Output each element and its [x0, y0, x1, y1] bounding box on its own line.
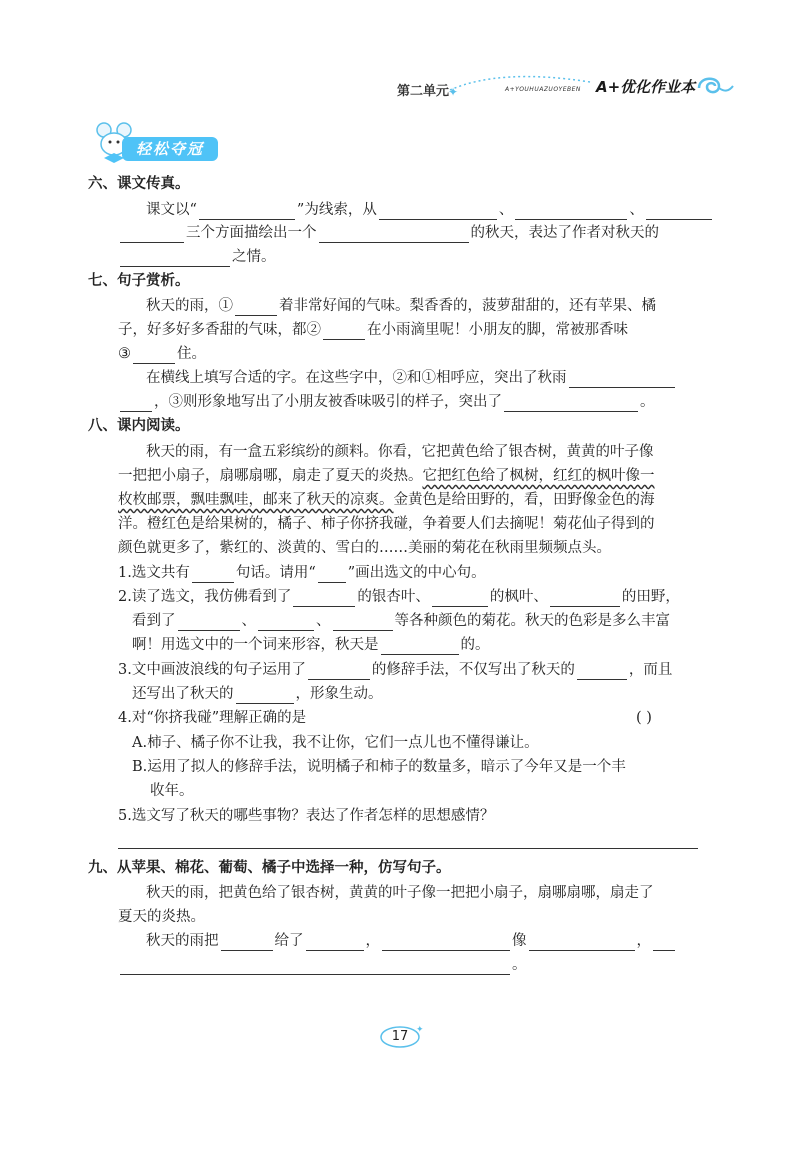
- page-header: [0, 70, 800, 110]
- q7-title: 七、句子赏析。: [88, 273, 190, 289]
- q7-para4: 在横线上填写合适的字。在这些字中，②和①相呼应，突出了秋雨: [146, 368, 677, 388]
- q8-answer-line[interactable]: [118, 848, 698, 849]
- q6-line3: 之情。: [118, 247, 276, 267]
- q8-passage-line4: 洋。橙红色是给果树的，橘子、柿子你挤我碰，争着要人们去摘呢！菊花仙子得到的: [118, 516, 655, 532]
- brand-title: A+优化作业本: [596, 78, 696, 96]
- q8-blank-field[interactable]: [550, 590, 620, 607]
- q6-blank-feeling[interactable]: [120, 250, 230, 267]
- q7-blank-highlight1[interactable]: [569, 371, 675, 388]
- q9-blank-fruit[interactable]: [306, 934, 364, 951]
- unit-label: 第二单元: [397, 84, 450, 99]
- q8-sub5: 5.选文写了秋天的哪些事物？表达了作者怎样的思想感情？: [118, 808, 495, 824]
- q7-para3: ③ 住。: [118, 346, 206, 362]
- q9-fill-line1: 秋天的雨把 给了 ， 像 ，: [146, 931, 677, 951]
- q7-para2: 子，好多好多香甜的气味，都② 在小雨滴里呢！小朋友的脚，常被那香味: [118, 322, 628, 338]
- wavy-sentence: 它把红色给了枫树，红红的枫叶像一: [422, 468, 655, 484]
- wavy-sentence-cont: 枚枚邮票，飘哇飘哇，邮来了秋天的凉爽。: [118, 492, 394, 508]
- brand-pinyin: A+YOUHUAZUOYEBEN: [505, 86, 581, 93]
- q7-blank-1[interactable]: [235, 299, 277, 316]
- q8-sub2-line1: 2.读了选文，我仿佛看到了 的银杏叶、 的枫叶、 的田野，: [118, 589, 680, 605]
- q7-blank-3[interactable]: [133, 347, 175, 364]
- q8-blank-chrys3[interactable]: [333, 614, 393, 631]
- q6-blank-aspect3-cont[interactable]: [120, 226, 184, 243]
- svg-text:✦: ✦: [416, 1025, 424, 1035]
- q8-passage-line5: 颜色就更多了，紫红的、淡黄的、雪白的……美丽的菊花在秋雨里频频点头。: [118, 540, 611, 556]
- q7-para1: 秋天的雨，① 着非常好闻的气味。梨香香的，菠萝甜甜的，还有苹果、橘: [146, 298, 656, 314]
- q8-line-sample: [318, 566, 346, 583]
- q7-para5: ，③则形象地写出了小朋友被香味吸引的样子，突出了 。: [118, 392, 655, 412]
- q8-blank-ginkgo[interactable]: [293, 590, 355, 607]
- q6-blank-clue[interactable]: [199, 203, 295, 220]
- q8-blank-count[interactable]: [192, 566, 234, 583]
- q9-example-line2: 夏天的炎热。: [118, 909, 205, 925]
- q8-blank-maple[interactable]: [432, 590, 488, 607]
- dotted-arc-decoration: [440, 70, 600, 100]
- q8-blank-rhetoric[interactable]: [308, 663, 370, 680]
- q6-line2: 三个方面描绘出一个 的秋天，表达了作者对秋天的: [118, 223, 659, 243]
- q6-blank-aspect3[interactable]: [646, 203, 712, 220]
- q7-blank-highlight1-cont[interactable]: [120, 395, 152, 412]
- q8-blank-chrys1[interactable]: [178, 614, 240, 631]
- q7-blank-highlight2[interactable]: [504, 395, 638, 412]
- q8-title: 八、课内阅读。: [88, 418, 190, 434]
- q8-passage-line3: 枚枚邮票，飘哇飘哇，邮来了秋天的凉爽。金黄色是给田野的，看，田野像金色的海: [118, 492, 655, 508]
- q9-blank-tail[interactable]: [653, 934, 675, 951]
- q8-option-b[interactable]: B.运用了拟人的修辞手法，说明橘子和柿子的数量多，暗示了今年又是一个丰: [132, 759, 626, 775]
- q9-blank-long[interactable]: [120, 958, 510, 975]
- q6-blank-autumn[interactable]: [319, 226, 469, 243]
- q9-blank-simile[interactable]: [529, 934, 635, 951]
- q8-sub3-line2: 还写出了秋天的 ，形象生动。: [132, 686, 383, 702]
- q6-title: 六、课文传真。: [88, 176, 190, 192]
- q8-blank-autumn1[interactable]: [577, 663, 627, 680]
- q9-fill-line2: 。: [118, 955, 527, 975]
- q8-sub2-line2: 看到了 、 、 等各种颜色的菊花。秋天的色彩是多么丰富: [132, 613, 670, 629]
- q7-blank-2[interactable]: [323, 323, 365, 340]
- q9-example-line1: 秋天的雨，把黄色给了银杏树，黄黄的叶子像一把把小扇子，扇哪扇哪，扇走了: [146, 885, 654, 901]
- q8-sub4: 4.对“你挤我碰”理解正确的是: [118, 710, 307, 726]
- q9-blank-color[interactable]: [221, 934, 273, 951]
- q8-blank-word[interactable]: [381, 638, 459, 655]
- q8-sub3-line1: 3.文中画波浪线的句子运用了 的修辞手法，不仅写出了秋天的 ，而且: [118, 662, 673, 678]
- q6-blank-aspect2[interactable]: [515, 203, 627, 220]
- q8-blank-chrys2[interactable]: [258, 614, 314, 631]
- page-number: ✦ 17: [378, 1026, 422, 1048]
- q6-line1: 课文以“ ”为线索，从 、 、: [146, 200, 714, 220]
- q6-blank-aspect1[interactable]: [379, 203, 497, 220]
- section-badge: 轻松夺冠: [122, 137, 218, 161]
- swirl-icon: [695, 74, 735, 100]
- q9-blank-desc[interactable]: [382, 934, 510, 951]
- q8-option-b-cont: 收年。: [150, 783, 194, 799]
- q8-option-a[interactable]: A.柿子、橘子你不让我，我不让你，它们一点儿也不懂得谦让。: [132, 735, 539, 751]
- q8-blank-autumn2[interactable]: [236, 687, 294, 704]
- q8-passage-line2: 一把把小扇子，扇哪扇哪，扇走了夏天的炎热。它把红色给了枫树，红红的枫叶像一: [118, 468, 655, 484]
- svg-text:✦: ✦: [448, 85, 459, 99]
- q8-sub1: 1.选文共有 句话。请用“ ”画出选文的中心句。: [118, 565, 486, 581]
- q8-sub2-line3: 啊！用选文中的一个词来形容，秋天是 的。: [132, 637, 490, 653]
- q9-title: 九、从苹果、棉花、葡萄、橘子中选择一种，仿写句子。: [88, 860, 451, 876]
- q8-sub4-answer-paren[interactable]: ( ): [636, 710, 652, 726]
- q8-passage-line1: 秋天的雨，有一盒五彩缤纷的颜料。你看，它把黄色给了银杏树，黄黄的叶子像: [146, 444, 654, 460]
